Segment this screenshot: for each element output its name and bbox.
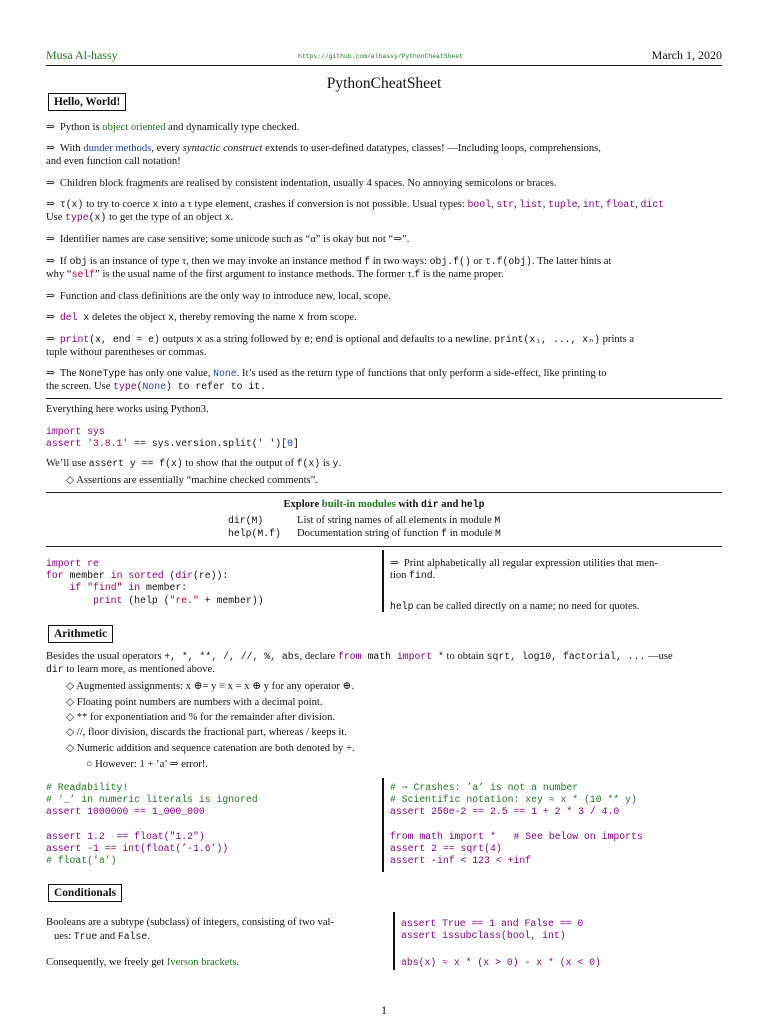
section-divider [46,492,722,493]
cond-code-abs: abs(x) ≈ x * (x > 0) - x * (x < 0) [401,957,601,968]
built-in-modules-link[interactable]: built-in modules [321,499,396,510]
list-item: ◇ Augmented assignments: x ⊕= y ≡ x = x ⊕ y for any operator ⊕. [66,681,355,692]
section-heading-conditionals: Conditionals [48,884,122,902]
iverson-brackets-link[interactable]: Iverson brackets [166,957,237,968]
arith-intro: Besides the usual operators +, *, **, /, //, %, abs, declare from math import * to obtain sqrt, log10, factorial, ... —use dir to learn more, as mentioned above. [46,651,673,675]
hello-paragraph-4: ⇒ τ(x) to try to coerce x into a τ type element, crashes if conversion is not possible. Usual types: bool, str, list, tuple, int, float, dict Use type(x) to get the type of an object x. [46,199,664,223]
python3-intro: Everything here works using Python3. [46,404,209,415]
column-divider [393,912,395,970]
page-number: 1 [381,1003,387,1017]
section-divider [46,546,722,547]
assert-explanation: We’ll use assert y == f(x) to show that the output of f(x) is y. [46,458,342,469]
arith-left-code: # Readability! # ‘_’ in numeric literals is ignored assert 1000000 == 1_000_000 assert 1.2 == float("1.2") assert -1 == int(float(’-1.6’)) # float(’a’) [46,782,258,867]
repo-link[interactable]: https://github.com/alhassy/PythonCheatSheet [298,53,463,60]
list-item: ◇ //, floor division, discards the fractional part, whereas / keeps it. [66,727,347,738]
implies-arrow-icon: ⇒ [46,143,55,154]
re-note: ⇒ Print alphabetically all regular expression utilities that men- [390,558,658,569]
list-item: ○ However: 1 + ’a’ ⇒ error!. [86,759,208,770]
help-note: help can be called directly on a name; no need for quotes. [390,601,640,612]
circle-bullet-icon: ○ [86,759,96,770]
explore-desc: List of string names of all elements in module M [297,515,501,526]
implies-arrow-icon: ⇒ [46,334,55,345]
column-divider [382,550,384,612]
cond-code-block: assert True == 1 and False == 0 assert issubclass(bool, int) [401,918,584,942]
object-oriented-link[interactable]: object oriented [102,122,166,133]
hello-paragraph-6: ⇒ If obj is an instance of type τ, then we may invoke an instance method f in two ways: obj.f() or τ.f(obj). The latter hints at why “self” is the usual name of the first argument to instance methods. The former τ.f is the name proper. [46,256,612,280]
explore-cmd: dir(M) [228,515,264,526]
diamond-bullet-icon: ◇ [66,743,77,754]
cond-paragraph-2: Consequently, we freely get Iverson brackets. [46,957,240,968]
implies-arrow-icon: ⇒ [46,368,55,379]
header-rule [46,65,722,66]
python3-code-block: import sys assert '3.8.1' == sys.version.split(' ')[0] [46,426,299,450]
implies-arrow-icon: ⇒ [46,234,55,245]
re-code-block: import re for member in sorted (dir(re)): if "find" in member: print (help ("re." + member)) [46,558,264,606]
diamond-bullet-icon: ◇ [66,712,77,723]
implies-arrow-icon: ⇒ [46,312,55,323]
hello-paragraph-2: ⇒ With dunder methods, every syntactic construct extends to user-defined datatypes, classes! —Including loops, comprehensions, and even function call notation! [46,143,601,167]
column-divider [382,778,384,872]
hello-paragraph-8: ⇒ del x deletes the object x, thereby removing the name x from scope. [46,312,357,323]
document-title: PythonCheatSheet [326,75,442,92]
diamond-bullet-icon: ◇ [66,727,77,738]
implies-arrow-icon: ⇒ [46,122,55,133]
explore-heading: Explore built-in modules with dir and help [283,499,485,510]
document-date: March 1, 2020 [651,48,722,62]
hello-paragraph-10: ⇒ The NoneType has only one value, None. It’s used as the return type of functions that only perform a side-effect, like printing to the screen. Use type(None) to refer to it. [46,368,607,392]
section-divider [46,398,722,399]
list-item: ◇ ** for exponentiation and % for the remainder after division. [66,712,336,723]
hello-paragraph-5: ⇒ Identifier names are case sensitive; some unicode such as “α” is okay but not “⇒”. [46,234,410,245]
author-name: Musa Al-hassy [46,48,118,62]
explore-desc: Documentation string of function f in module M [297,528,501,539]
re-note: tion find. [390,570,436,581]
type-bool: bool [467,199,492,210]
diamond-bullet-icon: ◇ [66,681,77,692]
implies-arrow-icon: ⇒ [46,178,55,189]
list-item: ◇ Assertions are essentially “machine checked comments”. [66,475,319,486]
dunder-methods-link[interactable]: dunder methods [83,143,152,154]
implies-arrow-icon: ⇒ [46,256,55,267]
hello-paragraph-1: ⇒ Python is object oriented and dynamically type checked. [46,122,300,133]
hello-paragraph-7: ⇒ Function and class definitions are the only way to introduce new, local, scope. [46,291,391,302]
section-heading-arithmetic: Arithmetic [48,625,113,643]
cond-paragraph-1-cont: ues: True and False. [54,931,150,942]
diamond-bullet-icon: ◇ [66,697,77,708]
implies-arrow-icon: ⇒ [46,199,55,210]
hello-paragraph-3: ⇒ Children block fragments are realised by consistent indentation, usually 4 spaces. No annoying semicolons or braces. [46,178,557,189]
diamond-bullet-icon: ◇ [66,475,77,486]
cond-paragraph-1: Booleans are a subtype (subclass) of integers, consisting of two val- [46,917,335,928]
section-heading-hello: Hello, World! [48,93,126,111]
implies-arrow-icon: ⇒ [46,291,55,302]
arith-right-code: # ⇒ Crashes: ’a’ is not a number # Scientific notation: xey ≈ x * (10 ** y) assert 250e-2 == 2.5 == 1 + 2 * 3 / 4.0 from math import * # See below on imports assert 2 == sqrt(4) assert -inf < 123 < +inf [390,782,643,867]
list-item: ◇ Numeric addition and sequence catenation are both denoted by +. [66,743,355,754]
list-item: ◇ Floating point numbers are numbers with a decimal point. [66,697,323,708]
implies-arrow-icon: ⇒ [390,558,399,569]
explore-cmd: help(M.f) [228,528,281,539]
hello-paragraph-9: ⇒ print(x, end = e) outputs x as a string followed by e; end is optional and defaults to a newline. print(x₁, ..., xₙ) prints a tuple without parentheses or commas. [46,334,635,358]
